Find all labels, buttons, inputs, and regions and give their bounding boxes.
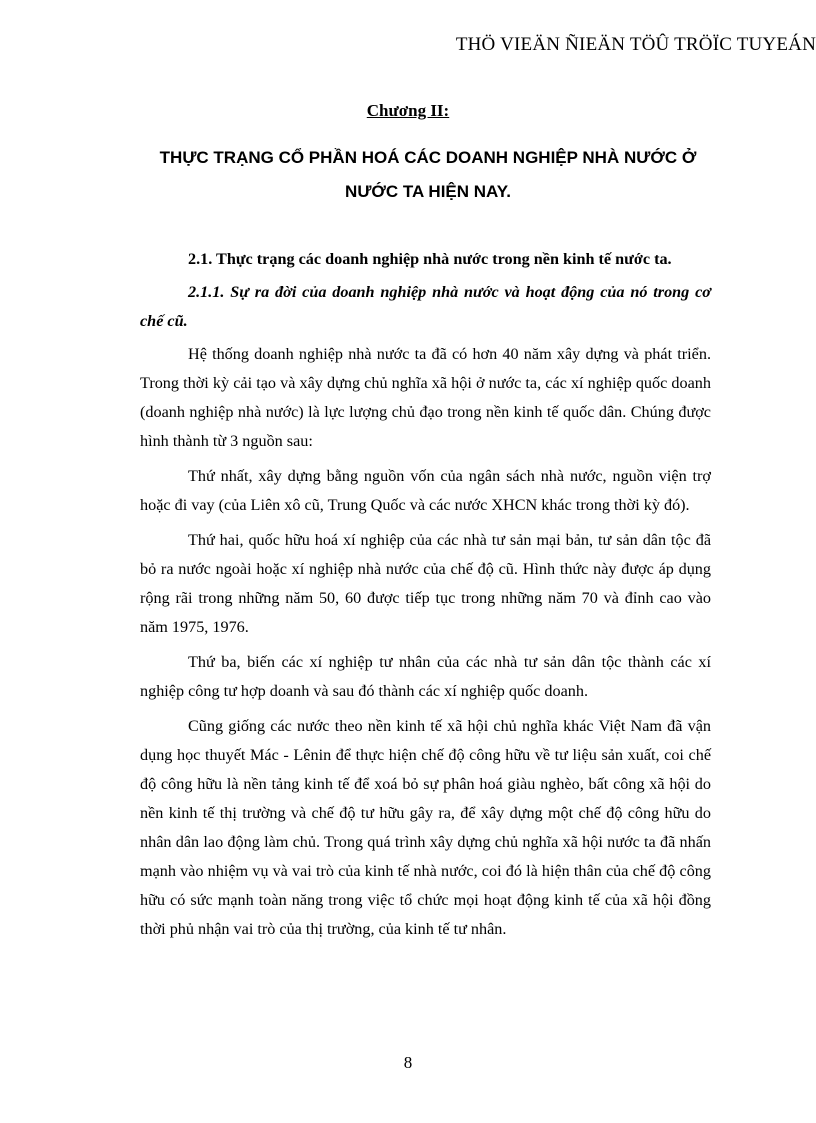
- body-paragraph: Cũng giống các nước theo nền kinh tế xã hội chủ nghĩa khác Việt Nam đã vận dụng học thuyết Mác - Lênin để thực hiện chế độ công hữu về tư liệu sản xuất, coi chế độ công hữu là nền tảng kinh tế để xoá bỏ sự phân hoá giàu nghèo, bất công xã hội do nền kinh tế thị trường và chế độ tư hữu gây ra, để xây dựng một chế độ công hữu do nhân dân lao động làm chủ. Trong quá trình xây dựng chủ nghĩa xã hội nước ta đã nhấn mạnh vào nhiệm vụ và vai trò của kinh tế nhà nước, coi đó là hiện thân của chế độ công hữu có sức mạnh toàn năng trong việc tổ chức mọi hoạt động kinh tế của xã hội đồng thời phủ nhận vai trò của thị trường, của kinh tế tư nhân.: [140, 717, 711, 938]
- chapter-label: Chương II:: [366, 101, 450, 120]
- running-header: THÖ VIEÄN ÑIEÄN TÖÛ TRÖÏC TUYEÁN: [455, 34, 816, 55]
- body-paragraph: Thứ hai, quốc hữu hoá xí nghiệp của các nhà tư sản mại bản, tư sản dân tộc đã bỏ ra nước ngoài hoặc xí nghiệp nhà nước của chế độ cũ. Hình thức này được áp dụng rộng rãi trong những năm 50, 60 được tiếp tục trong những năm 70 và đỉnh cao vào năm 1975, 1976.: [140, 531, 711, 636]
- section-heading-2-1-1: 2.1.1. Sự ra đời của doanh nghiệp nhà nước và hoạt động của nó trong cơ chế cũ.: [140, 283, 711, 330]
- section-heading-2-1: 2.1. Thực trạng các doanh nghiệp nhà nước trong nền kinh tế nước ta.: [188, 250, 672, 268]
- chapter-title: THỰC TRẠNG CỔ PHẦN HOÁ CÁC DOANH NGHIỆP NHÀ NƯỚC Ở NƯỚC TA HIỆN NAY.: [159, 148, 697, 201]
- page-number: 8: [403, 1053, 413, 1072]
- body-paragraph: Hệ thống doanh nghiệp nhà nước ta đã có hơn 40 năm xây dựng và phát triển. Trong thời kỳ cải tạo và xây dựng chủ nghĩa xã hội ở nước ta, các xí nghiệp quốc doanh (doanh nghiệp nhà nước) là lực lượng chủ đạo trong nền kinh tế quốc dân. Chúng được hình thành từ 3 nguồn sau:: [140, 345, 711, 450]
- body-paragraph: Thứ ba, biến các xí nghiệp tư nhân của các nhà tư sản dân tộc thành các xí nghiệp công tư hợp doanh và sau đó thành các xí nghiệp quốc doanh.: [140, 653, 711, 700]
- body-paragraph: Thứ nhất, xây dựng bằng nguồn vốn của ngân sách nhà nước, nguồn viện trợ hoặc đi vay (của Liên xô cũ, Trung Quốc và các nước XHCN khác trong thời kỳ đó).: [140, 467, 711, 514]
- document-body: [140, 245, 711, 950]
